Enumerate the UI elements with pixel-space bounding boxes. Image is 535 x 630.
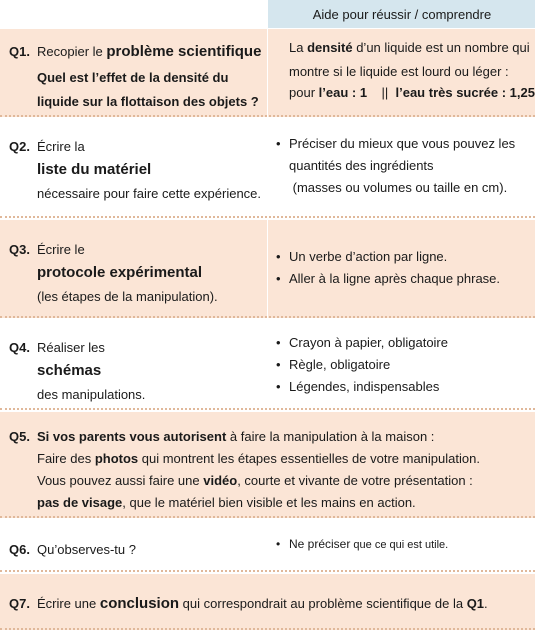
q3-help-item bbox=[276, 271, 501, 287]
q5-line-1 bbox=[37, 429, 434, 445]
question-row-q4 bbox=[0, 320, 535, 410]
q7-instruction bbox=[37, 596, 488, 612]
q3-line-1: Écrire le bbox=[37, 242, 85, 257]
q2-instruction-cell bbox=[0, 119, 266, 218]
q5-permission: Si vos parents vous autorisent bbox=[37, 429, 227, 444]
q6-help-cell bbox=[267, 520, 535, 572]
q7-end: . bbox=[484, 596, 488, 611]
q1-help-line-1 bbox=[289, 40, 530, 56]
q4-line-1: Réaliser les bbox=[37, 340, 105, 355]
q1-keyword: problème scientifique bbox=[106, 43, 262, 60]
q1-pre: Recopier le bbox=[37, 44, 107, 59]
q5-number: Q5. bbox=[9, 429, 30, 444]
q5-line-3-pre: Vous pouvez aussi faire une bbox=[37, 473, 204, 488]
q1-help-sugar-water: l’eau très sucrée : 1,25 bbox=[395, 85, 535, 100]
q3-help-item bbox=[276, 249, 448, 265]
q2-line-3: nécessaire pour faire cette expérience. bbox=[37, 186, 262, 201]
q5-line-3-post: , courte et vivante de votre présentation : bbox=[237, 473, 473, 488]
q1-help-density: densité bbox=[307, 40, 353, 55]
q6-help-main: Ne préciser bbox=[289, 537, 351, 551]
q7-reference: Q1 bbox=[466, 596, 485, 611]
q5-video: vidéo bbox=[203, 473, 238, 488]
bullet-icon: • bbox=[276, 357, 281, 372]
q2-help-cell bbox=[267, 119, 535, 218]
q2-line-1: Écrire la bbox=[37, 139, 85, 154]
q2-help-line-1: Préciser du mieux que vous pouvez les bbox=[289, 136, 516, 151]
q6-question: Qu’observes-tu ? bbox=[37, 542, 136, 557]
question-row-q7 bbox=[0, 574, 535, 630]
q1-help-water: l’eau : 1 bbox=[318, 85, 368, 100]
q3-help-cell bbox=[267, 220, 535, 318]
q5-line-4-post: , que le matériel bien visible et les mains en action. bbox=[122, 495, 416, 510]
q1-help-separator: || bbox=[367, 85, 396, 100]
q2-keyword: liste du matériel bbox=[37, 161, 152, 178]
q4-help-text: Légendes, indispensables bbox=[289, 379, 440, 394]
q6-instruction-cell bbox=[0, 520, 266, 572]
q3-number: Q3. bbox=[9, 242, 30, 257]
q7-keyword: conclusion bbox=[99, 595, 180, 612]
q3-help-text: Un verbe d’action par ligne. bbox=[289, 249, 448, 264]
q4-number: Q4. bbox=[9, 340, 30, 355]
q4-help-cell bbox=[267, 320, 535, 410]
q1-help-pre: La bbox=[289, 40, 308, 55]
q6-number: Q6. bbox=[9, 542, 30, 557]
q4-help-text: Crayon à papier, obligatoire bbox=[289, 335, 448, 350]
question-row-q1 bbox=[0, 29, 535, 117]
q4-line-3: des manipulations. bbox=[37, 387, 146, 402]
q5-cell bbox=[0, 412, 535, 518]
q5-line-1-post: à faire la manipulation à la maison : bbox=[226, 429, 435, 444]
q7-number: Q7. bbox=[9, 596, 30, 611]
q1-help-post: d’un liquide est un nombre qui bbox=[352, 40, 530, 55]
q3-instruction-cell bbox=[0, 220, 266, 318]
q7-cell bbox=[0, 574, 535, 630]
q7-post: qui correspondrait au problème scientifique de la bbox=[179, 596, 467, 611]
q1-help-l3-pre: pour bbox=[289, 85, 319, 100]
q5-line-4 bbox=[37, 495, 416, 511]
q1-help-cell bbox=[267, 29, 535, 117]
q4-instruction-cell bbox=[0, 320, 266, 410]
bullet-icon: • bbox=[276, 335, 281, 350]
help-column-header bbox=[267, 0, 535, 28]
q3-help-text: Aller à la ligne après chaque phrase. bbox=[289, 271, 501, 286]
q1-number: Q1. bbox=[9, 44, 30, 59]
q1-instruction-cell bbox=[0, 29, 266, 117]
q4-help-item bbox=[276, 379, 440, 395]
bullet-icon: • bbox=[276, 249, 281, 264]
q1-instruction bbox=[37, 44, 261, 60]
q2-help-item bbox=[276, 136, 516, 152]
help-column-title: Aide pour réussir / comprendre bbox=[312, 6, 492, 22]
question-row-q5 bbox=[0, 412, 535, 518]
q4-help-text: Règle, obligatoire bbox=[289, 357, 391, 372]
q4-help-item bbox=[276, 357, 391, 373]
bullet-icon: • bbox=[276, 379, 281, 394]
bullet-icon: • bbox=[276, 136, 281, 151]
q2-number: Q2. bbox=[9, 139, 30, 154]
q3-keyword: protocole expérimental bbox=[37, 264, 203, 281]
q7-pre: Écrire une bbox=[37, 596, 100, 611]
q3-line-3: (les étapes de la manipulation). bbox=[37, 289, 218, 304]
q4-keyword: schémas bbox=[37, 362, 102, 379]
q1-problem-line-1: Quel est l’effet de la densité du bbox=[37, 70, 229, 85]
q5-no-face: pas de visage bbox=[37, 495, 123, 510]
q1-problem-line-2: liquide sur la flottaison des objets ? bbox=[37, 94, 259, 109]
bullet-icon: • bbox=[276, 271, 281, 286]
q4-help-item bbox=[276, 335, 448, 351]
q5-line-2 bbox=[37, 451, 480, 467]
q1-help-line-2: montre si le liquide est lourd ou léger : bbox=[289, 64, 509, 79]
question-row-q2 bbox=[0, 119, 535, 218]
q1-help-line-3 bbox=[289, 85, 535, 101]
q6-help-item bbox=[276, 536, 449, 553]
q5-photos: photos bbox=[94, 451, 139, 466]
question-row-q6 bbox=[0, 520, 535, 572]
q6-help-rest: que ce qui est utile. bbox=[350, 539, 449, 551]
q2-help-line-3: (masses ou volumes ou taille en cm). bbox=[289, 180, 508, 195]
question-row-q3 bbox=[0, 220, 535, 318]
q5-line-2-pre: Faire des bbox=[37, 451, 95, 466]
q5-line-3 bbox=[37, 473, 473, 489]
q5-line-2-post: qui montrent les étapes essentielles de votre manipulation. bbox=[138, 451, 480, 466]
bullet-icon: • bbox=[276, 537, 281, 551]
q2-help-line-2: quantités des ingrédients bbox=[289, 158, 434, 173]
